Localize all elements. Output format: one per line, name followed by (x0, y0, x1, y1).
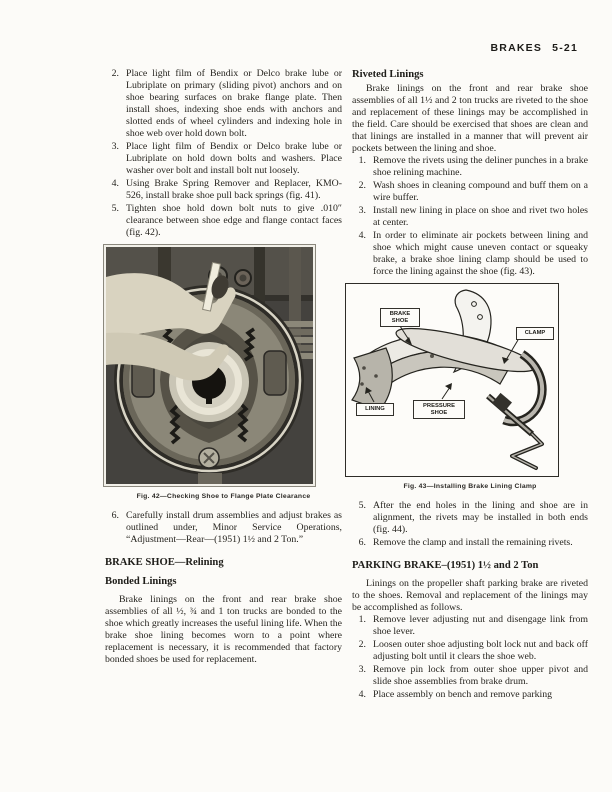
step-number: 3. (358, 664, 366, 675)
figure-42-caption: Fig. 42—Checking Shoe to Flange Plate Clearance (136, 493, 311, 500)
step-item (352, 180, 588, 204)
step-number: 2. (358, 180, 366, 191)
step-number: 4. (111, 178, 119, 189)
step-item (105, 68, 342, 140)
step-number: 6. (358, 537, 366, 548)
step-item (352, 230, 588, 278)
step-number: 1. (358, 614, 366, 625)
lining-clamp-line-art (346, 284, 558, 476)
step-text: Remove the clamp and install the remaining rivets. (373, 537, 573, 548)
step-number: 2. (111, 68, 119, 79)
section-heading-parking-brake: PARKING BRAKE–(1951) 1½ and 2 Ton (352, 560, 539, 571)
figure-43-illustration (345, 283, 559, 477)
step-item (352, 500, 588, 536)
label-pressure-shoe: PRESSURE SHOE (413, 400, 465, 419)
step-text: Remove lever adjusting nut and disengage link from shoe lever. (373, 614, 588, 637)
subheading-bonded-linings: Bonded Linings (105, 576, 177, 587)
subheading-riveted-linings: Riveted Linings (352, 69, 424, 80)
step-text: After the end holes in the lining and shoe are in alignment, the rivets may be installed in both ends (fig. 44). (373, 500, 588, 535)
step-item (352, 614, 588, 638)
bonded-linings-paragraph: Brake linings on the front and rear brake shoe assemblies of all ½, ¾ and 1 ton trucks are bonded to the shoe which greatly increases the useful lining life. When the brake shoe lining becomes worn to a point where replacement is necessary, it is recommended that factory bonded shoes be used for replacement. (105, 594, 342, 665)
step-text: Install new lining in place on shoe and rivet two holes at center. (373, 205, 588, 228)
step-text: In order to eliminate air pockets between lining and shoe which might cause uneven contact or squeaky brake, a brake shoe lining clamp should be used to force the lining against the shoe (fig. 43). (373, 230, 588, 277)
step-number: 5. (358, 500, 366, 511)
step-item (105, 178, 342, 202)
step-item (105, 510, 342, 546)
step-text: Wash shoes in cleaning compound and buff them on a wire buffer. (373, 180, 588, 203)
step-item (352, 689, 588, 701)
step-text: Carefully install drum assemblies and adjust brakes as outlined under, Minor Service Operations, “Adjustment—Rear—(1951) 1½ and 2 Ton.” (126, 510, 342, 545)
step-number: 5. (111, 203, 119, 214)
section-heading-brake-shoe-relining: BRAKE SHOE—Relining (105, 557, 224, 568)
step-number: 1. (358, 155, 366, 166)
step-number: 3. (358, 205, 366, 216)
step-item (105, 203, 342, 239)
label-clamp: CLAMP (516, 327, 554, 340)
step-number: 4. (358, 230, 366, 241)
figure-43 (352, 283, 588, 491)
step-item (352, 639, 588, 663)
step-number: 2. (358, 639, 366, 650)
step-text: Remove pin lock from outer shoe upper pivot and slide shoe assemblies from brake drum. (373, 664, 588, 687)
figure-43-caption: Fig. 43—Installing Brake Lining Clamp (403, 483, 537, 490)
step-text: Remove the rivets using the deliner punches in a brake shoe relining machine. (373, 155, 588, 178)
step-item (352, 205, 588, 229)
step-item (352, 155, 588, 179)
step-item (105, 141, 342, 177)
step-text: Place assembly on bench and remove parking (373, 689, 553, 700)
step-item (352, 664, 588, 688)
step-number: 4. (358, 689, 366, 700)
brake-drum-photo-art (106, 247, 313, 484)
step-text: Place light film of Bendix or Delco brake lube or Lubriplate on primary (sliding pivot) anchors and on shoe bearing surfaces on brake flange plate. Then install shoes, indexing shoe ends with anchors and slotted ends of wheel cylinders and indexing hole in shoe web over hold down bolt. (126, 68, 342, 139)
label-lining: LINING (356, 403, 394, 416)
page-header: BRAKES 5-21 (490, 42, 578, 54)
figure-42 (105, 244, 342, 501)
label-brake-shoe: BRAKE SHOE (380, 308, 420, 327)
step-text: Using Brake Spring Remover and Replacer, KMO-526, install brake shoe pull back springs (fig. 41). (126, 178, 342, 201)
step-number: 6. (111, 510, 119, 521)
parking-brake-paragraph: Linings on the propeller shaft parking brake are riveted to the shoes. Removal and replacement of the linings may be accomplished as follows. (352, 578, 588, 613)
left-column (105, 68, 342, 666)
riveted-linings-paragraph: Brake linings on the front and rear brake shoe assemblies of all 1½ and 2 ton trucks are riveted to the shoe and replacement of these linings may be accomplished in the field. Care should be exercised that shoes are clean and that linings are installed in a manner that will prevent air pockets between the lining and shoe. (352, 83, 588, 154)
step-text: Tighten shoe hold down bolt nuts to give .010″ clearance between shoe edge and flange contact faces (fig. 42). (126, 203, 342, 238)
step-text: Place light film of Bendix or Delco brake lube or Lubriplate on hold down bolts and washers. Place washer over bolt and install bolt nut loosely. (126, 141, 342, 176)
step-number: 3. (111, 141, 119, 152)
figure-42-photo (103, 244, 316, 487)
right-column (352, 69, 588, 702)
step-item (352, 537, 588, 549)
step-text: Loosen outer shoe adjusting bolt lock nut and back off adjusting bolt until it clears the shoe web. (373, 639, 588, 662)
